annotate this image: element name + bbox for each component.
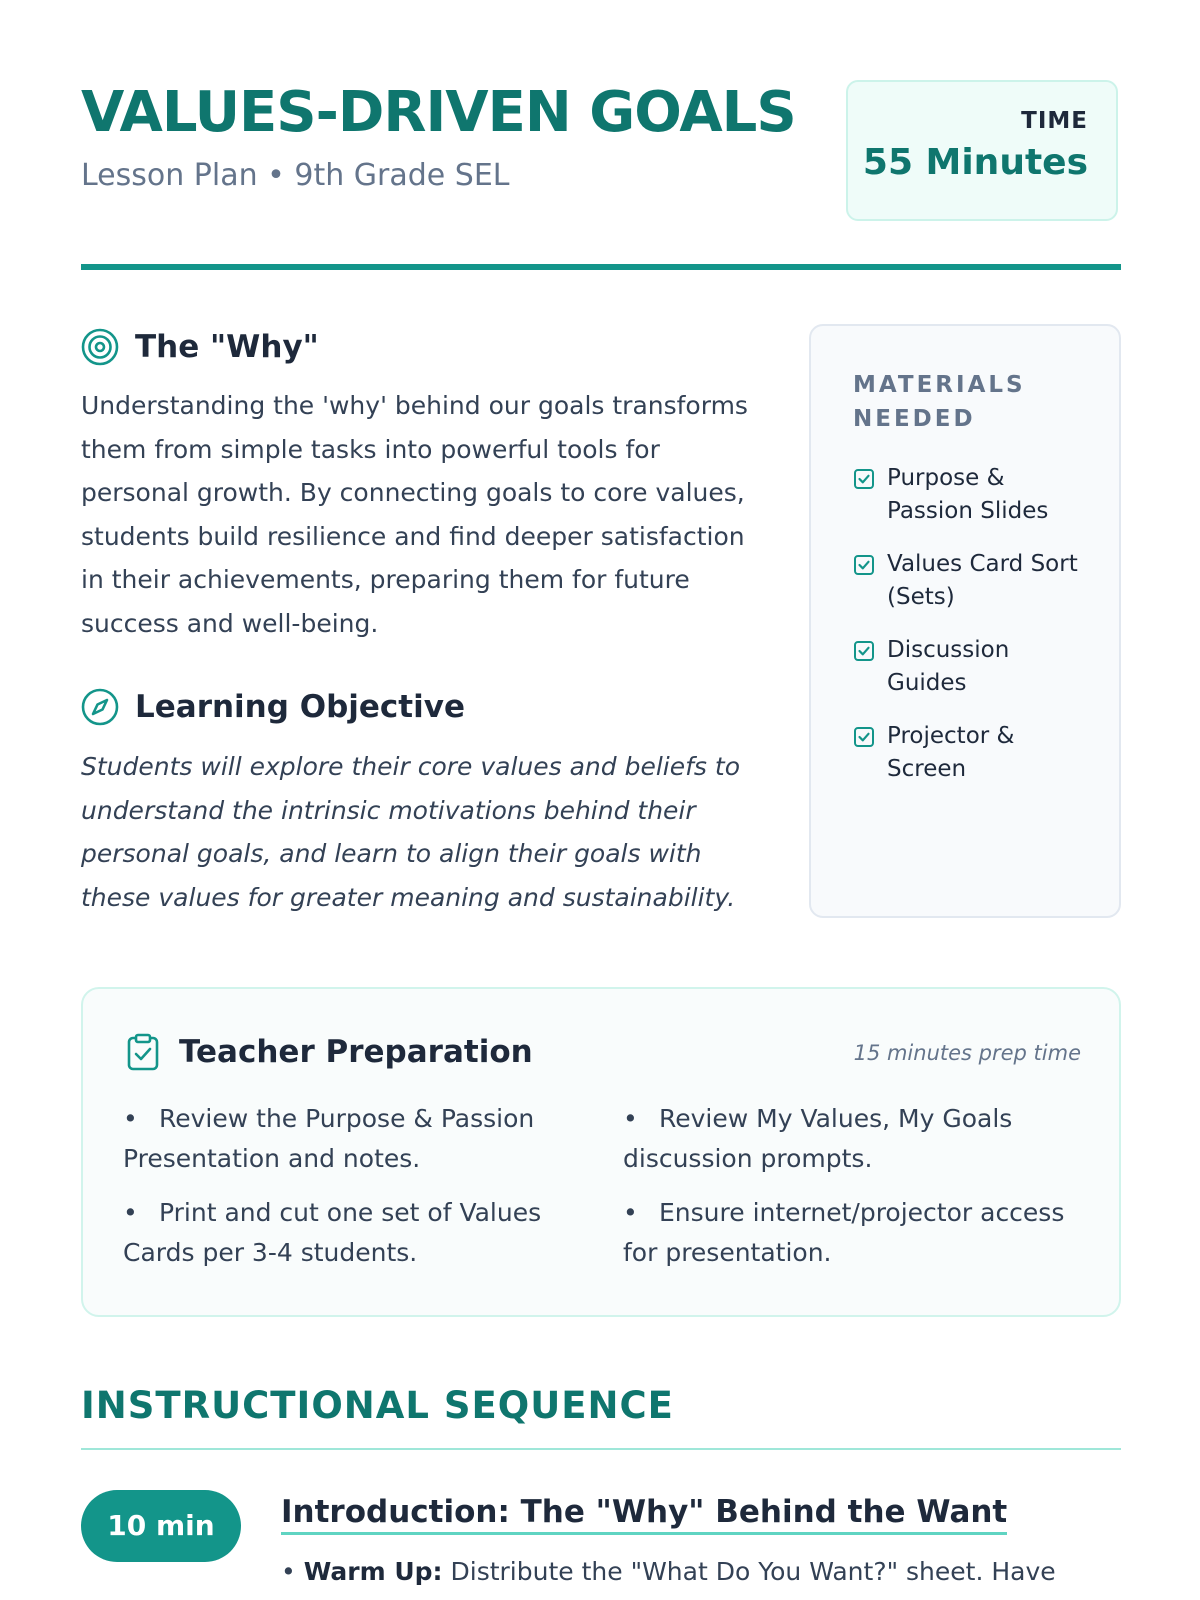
prep-item-text: Ensure internet/projector access for presentation. <box>623 1198 1065 1267</box>
prep-heading-text: Teacher Preparation <box>179 1034 533 1070</box>
materials-card <box>809 324 1121 918</box>
prep-item <box>623 1193 1073 1273</box>
materials-item <box>853 634 1099 700</box>
checkbox-checked-icon <box>853 726 875 748</box>
time-card <box>846 80 1118 221</box>
objective-heading-text: Learning Objective <box>135 689 465 725</box>
time-value: 55 Minutes <box>862 142 1088 183</box>
materials-item <box>853 462 1099 528</box>
header-divider <box>81 264 1121 270</box>
clipboard-check-icon <box>125 1033 161 1071</box>
step-activity <box>281 1552 1121 1592</box>
page-subtitle: Lesson Plan • 9th Grade SEL <box>81 158 510 193</box>
prep-heading <box>125 1033 533 1071</box>
target-icon <box>81 328 119 366</box>
time-label: TIME <box>1021 108 1088 134</box>
prep-item <box>623 1099 1073 1179</box>
prep-list <box>123 1099 1083 1273</box>
materials-item-label: Discussion Guides <box>887 637 1010 696</box>
bullet: • <box>623 1104 638 1133</box>
materials-list <box>853 462 1099 786</box>
prep-item-text: Review My Values, My Goals discussion prompts. <box>623 1104 1013 1173</box>
step-title: Introduction: The "Why" Behind the Want <box>281 1494 1007 1535</box>
checkbox-checked-icon <box>853 554 875 576</box>
materials-item <box>853 720 1099 786</box>
page-header <box>81 0 1121 270</box>
prep-item-text: Review the Purpose & Passion Presentation and notes. <box>123 1104 535 1173</box>
checkbox-checked-icon <box>853 468 875 490</box>
step-activity-text: Distribute the "What Do You Want?" sheet. Have <box>450 1557 1056 1586</box>
step-activity-label: Warm Up: <box>303 1557 443 1586</box>
objective-body: Students will explore their core values and beliefs to understand the intrinsic motivations behind their personal goals, and learn to align their goals with these values for greater meaning and sustainability. <box>81 752 740 912</box>
sequence-divider <box>81 1448 1121 1450</box>
prep-time: 15 minutes prep time <box>853 1041 1081 1065</box>
bullet: • <box>623 1198 638 1227</box>
bullet: • <box>281 1557 296 1586</box>
materials-title: MATERIALS NEEDED <box>853 372 1026 432</box>
bullet: • <box>123 1198 138 1227</box>
lesson-plan-page <box>81 0 1121 1586</box>
materials-item <box>853 548 1099 614</box>
checkbox-checked-icon <box>853 640 875 662</box>
objective-heading <box>81 688 465 726</box>
prep-item-text: Print and cut one set of Values Cards per 3-4 students. <box>123 1198 542 1267</box>
compass-icon <box>81 688 119 726</box>
materials-item-label: Values Card Sort (Sets) <box>887 551 1078 610</box>
teacher-prep-card <box>81 987 1121 1317</box>
step-duration-badge: 10 min <box>81 1490 241 1562</box>
page-title: VALUES-DRIVEN GOALS <box>81 80 796 145</box>
why-heading <box>81 328 319 366</box>
materials-item-label: Purpose & Passion Slides <box>887 465 1049 524</box>
prep-item <box>123 1099 573 1179</box>
prep-item <box>123 1193 573 1273</box>
materials-item-label: Projector & Screen <box>887 723 1015 782</box>
bullet: • <box>123 1104 138 1133</box>
why-heading-text: The "Why" <box>135 329 319 365</box>
sequence-heading: INSTRUCTIONAL SEQUENCE <box>81 1384 674 1427</box>
why-body: Understanding the 'why' behind our goals transforms them from simple tasks into powerful tools for personal growth. By connecting goals to core values, students build resilience and find deeper satisfaction in their achievements, preparing them for future success and well-being. <box>81 391 748 638</box>
